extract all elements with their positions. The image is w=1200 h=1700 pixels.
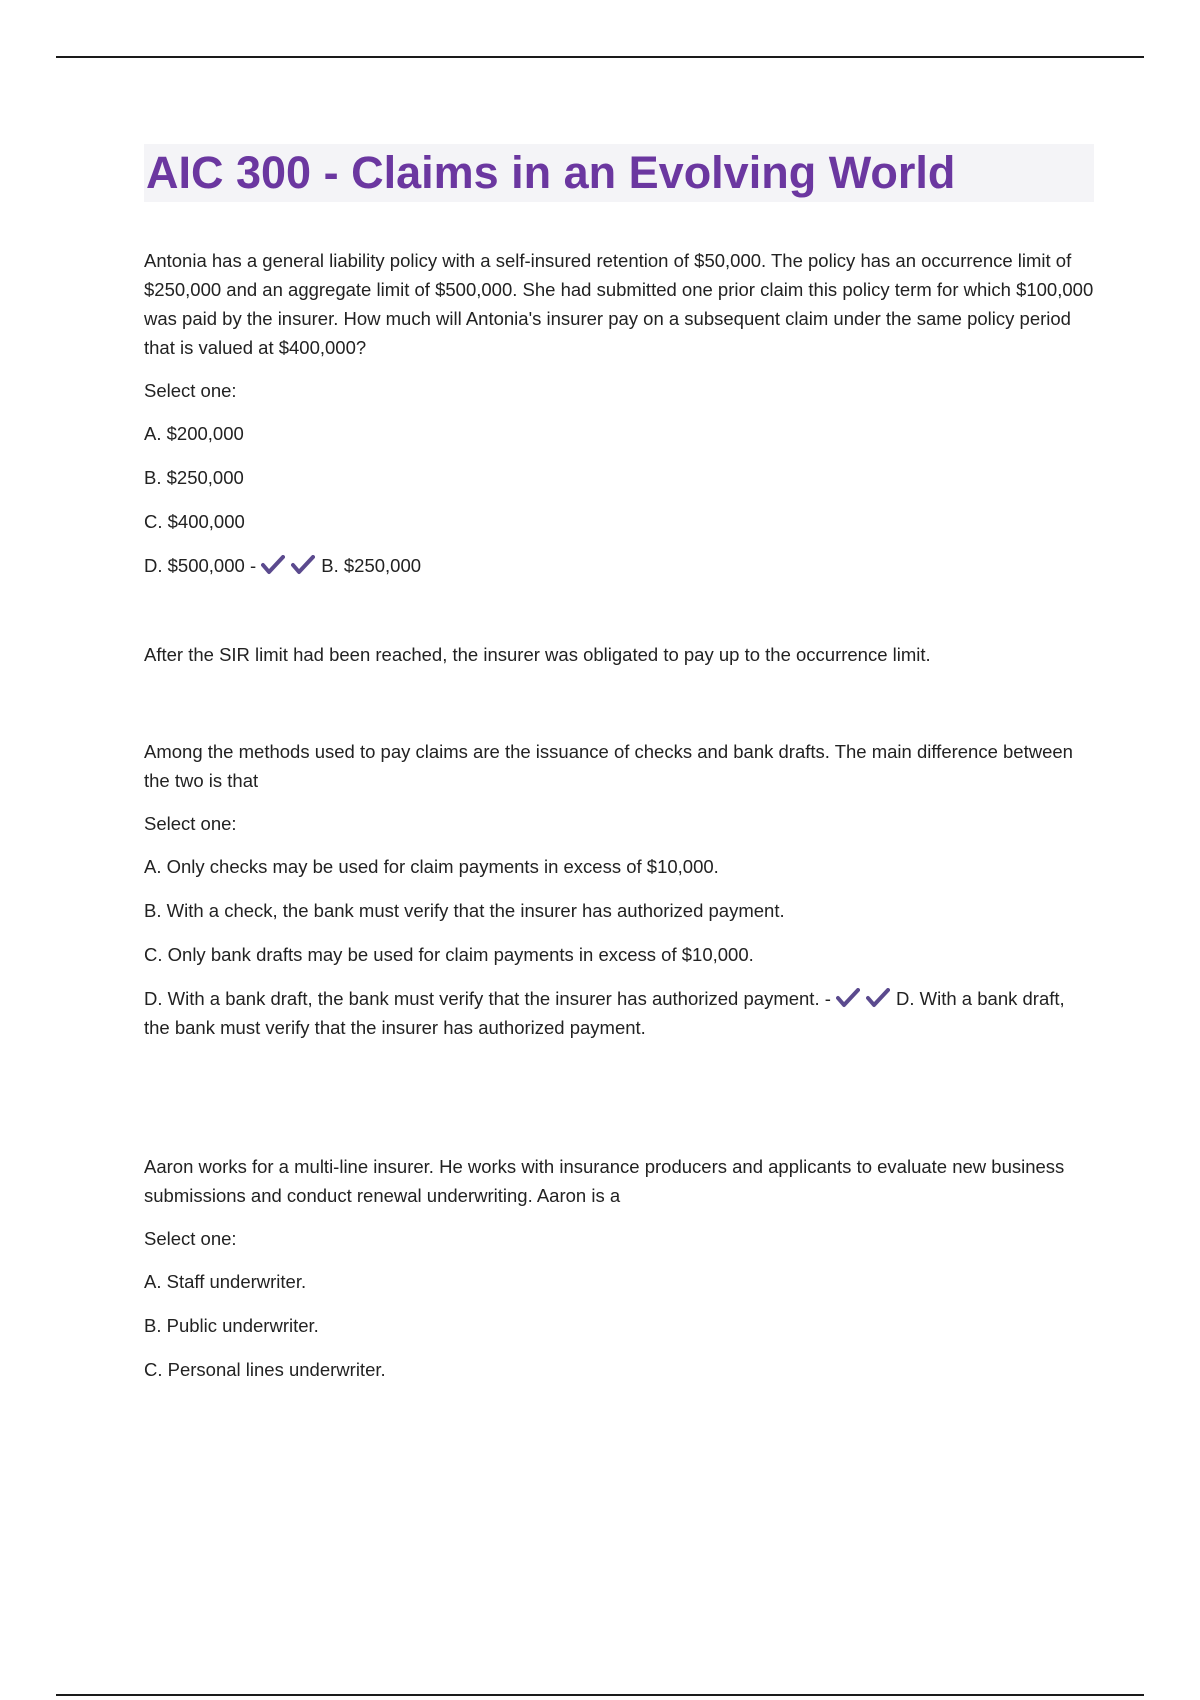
option-d-with-answer xyxy=(144,984,1094,1042)
option-d-with-answer xyxy=(144,551,1094,580)
option-b: B. Public underwriter. xyxy=(144,1315,319,1336)
checkmark-icon xyxy=(866,988,890,1008)
checkmark-icon xyxy=(836,988,860,1008)
checkmark-icon xyxy=(261,555,285,575)
correct-answer: B. $250,000 xyxy=(321,555,422,576)
option-a: A. Only checks may be used for claim payments in excess of $10,000. xyxy=(144,856,719,877)
question-2 xyxy=(144,737,1094,1042)
document-body xyxy=(144,144,1094,1384)
select-one-label: Select one: xyxy=(144,1228,237,1249)
title-band xyxy=(144,144,1094,202)
option-d: D. $500,000 - xyxy=(144,555,257,576)
question-stem: Antonia has a general liability policy with a self-insured retention of $50,000. The policy has an occurrence limit of $250,000 and an aggregate limit of $500,000. She had submitted one prior claim this policy term for which $100,000 was paid by the insurer. How much will Antonia's insurer pay on a subsequent claim under the same policy period that is valued at $400,000? xyxy=(144,250,1094,358)
option-c: C. Personal lines underwriter. xyxy=(144,1359,386,1380)
option-b: B. $250,000 xyxy=(144,467,244,488)
select-one-label: Select one: xyxy=(144,813,237,834)
option-c: C. $400,000 xyxy=(144,511,245,532)
option-a: A. Staff underwriter. xyxy=(144,1271,307,1292)
option-c: C. Only bank drafts may be used for claim payments in excess of $10,000. xyxy=(144,944,754,965)
bottom-rule xyxy=(56,1694,1144,1696)
option-a: A. $200,000 xyxy=(144,423,244,444)
correct-answer: D. With a bank draft, the bank must verify that the insurer has authorized payment. xyxy=(144,988,1065,1038)
question-3 xyxy=(144,1152,1094,1384)
option-b: B. With a check, the bank must verify that the insurer has authorized payment. xyxy=(144,900,785,921)
document-title: AIC 300 - Claims in an Evolving World xyxy=(146,147,956,198)
question-1 xyxy=(144,246,1094,669)
question-stem: Aaron works for a multi-line insurer. He works with insurance producers and applicants to evaluate new business submissions and conduct renewal underwriting. Aaron is a xyxy=(144,1156,1065,1206)
question-stem: Among the methods used to pay claims are the issuance of checks and bank drafts. The main difference between the two is that xyxy=(144,741,1073,791)
checkmark-icon xyxy=(291,555,315,575)
top-rule xyxy=(56,56,1144,58)
answer-explanation: After the SIR limit had been reached, the insurer was obligated to pay up to the occurrence limit. xyxy=(144,644,931,665)
option-d: D. With a bank draft, the bank must verify that the insurer has authorized payment. - xyxy=(144,988,831,1009)
select-one-label: Select one: xyxy=(144,380,237,401)
